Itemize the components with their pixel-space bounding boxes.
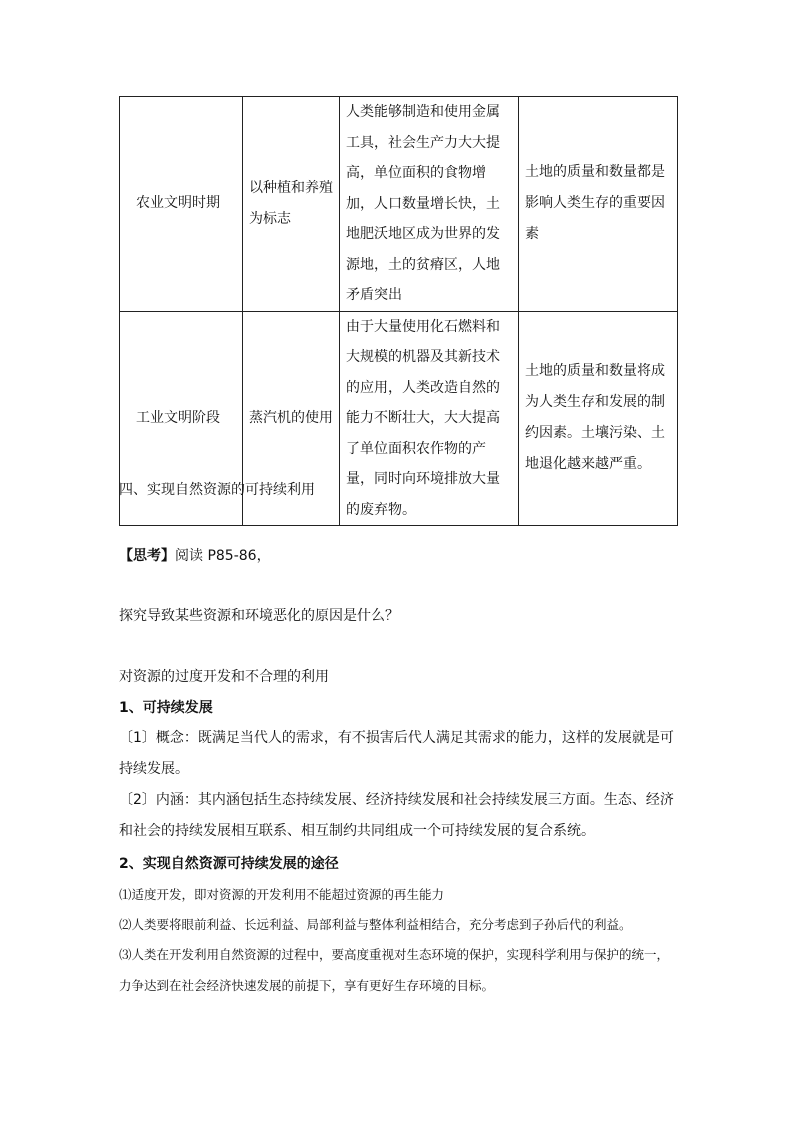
- impact-cell: 土地的质量和数量将成为人类生存和发展的制约因素。土壤污染、土地退化越来越严重。: [519, 311, 678, 526]
- question-text: 探究导致某些资源和环境恶化的原因是什么？: [119, 608, 399, 624]
- symbol-cell: 蒸汽机的使用: [243, 311, 340, 526]
- connotation-paragraph: 〔2〕内涵：其内涵包括生态持续发展、经济持续发展和社会持续发展三方面。生态、经济和社会的持续发展相互联系、相互制约共同组成一个可持续发展的复合系统。: [119, 792, 674, 839]
- description-cell: 由于大量使用化石燃料和大规模的机器及其新技术的应用，人类改造自然的能力不断壮大，大大提高了单位面积农作物的产量，同时向环境排放大量的废弃物。: [340, 311, 519, 526]
- symbol-cell: 以种植和养殖为标志: [243, 97, 340, 312]
- civilization-stage-table: [119, 96, 678, 526]
- section-heading: 四、实现自然资源的可持续利用: [119, 482, 315, 498]
- period-cell: 农业文明时期: [120, 97, 243, 312]
- impact-cell: 土地的质量和数量都是影响人类生存的重要因素: [519, 97, 678, 312]
- concept-paragraph: 〔1〕概念：既满足当代人的需求，有不损害后代人满足其需求的能力，这样的发展就是可持续发展。: [119, 730, 674, 777]
- list-item: ⑴适度开发，即对资源的开发利用不能超过资源的再生能力: [119, 887, 445, 902]
- list-item: ⑵人类要将眼前利益、长远利益、局部利益与整体利益相结合，充分考虑到子孙后代的利益。: [119, 917, 632, 932]
- period-cell: 工业文明阶段: [120, 311, 243, 526]
- think-text: 阅读 P85-86，: [175, 548, 271, 564]
- think-prompt: [119, 545, 271, 565]
- think-label: 【思考】: [119, 548, 175, 564]
- list-item: ⑶人类在开发利用自然资源的过程中，要高度重视对生态环境的保护，实现科学利用与保护的统一，力争达到在社会经济快速发展的前提下，享有更好生存环境的目标。: [119, 947, 670, 993]
- table-row: [120, 97, 678, 312]
- answer-text: 对资源的过度开发和不合理的利用: [119, 669, 329, 685]
- subsection-title-1: 1、可持续发展: [119, 700, 213, 716]
- description-cell: 人类能够制造和使用金属工具，社会生产力大大提高，单位面积的食物增加，人口数量增长快，土地肥沃地区成为世界的发源地，土的贫瘠区，人地矛盾突出: [340, 97, 519, 312]
- subsection-title-2: 2、实现自然资源可持续发展的途径: [119, 856, 339, 872]
